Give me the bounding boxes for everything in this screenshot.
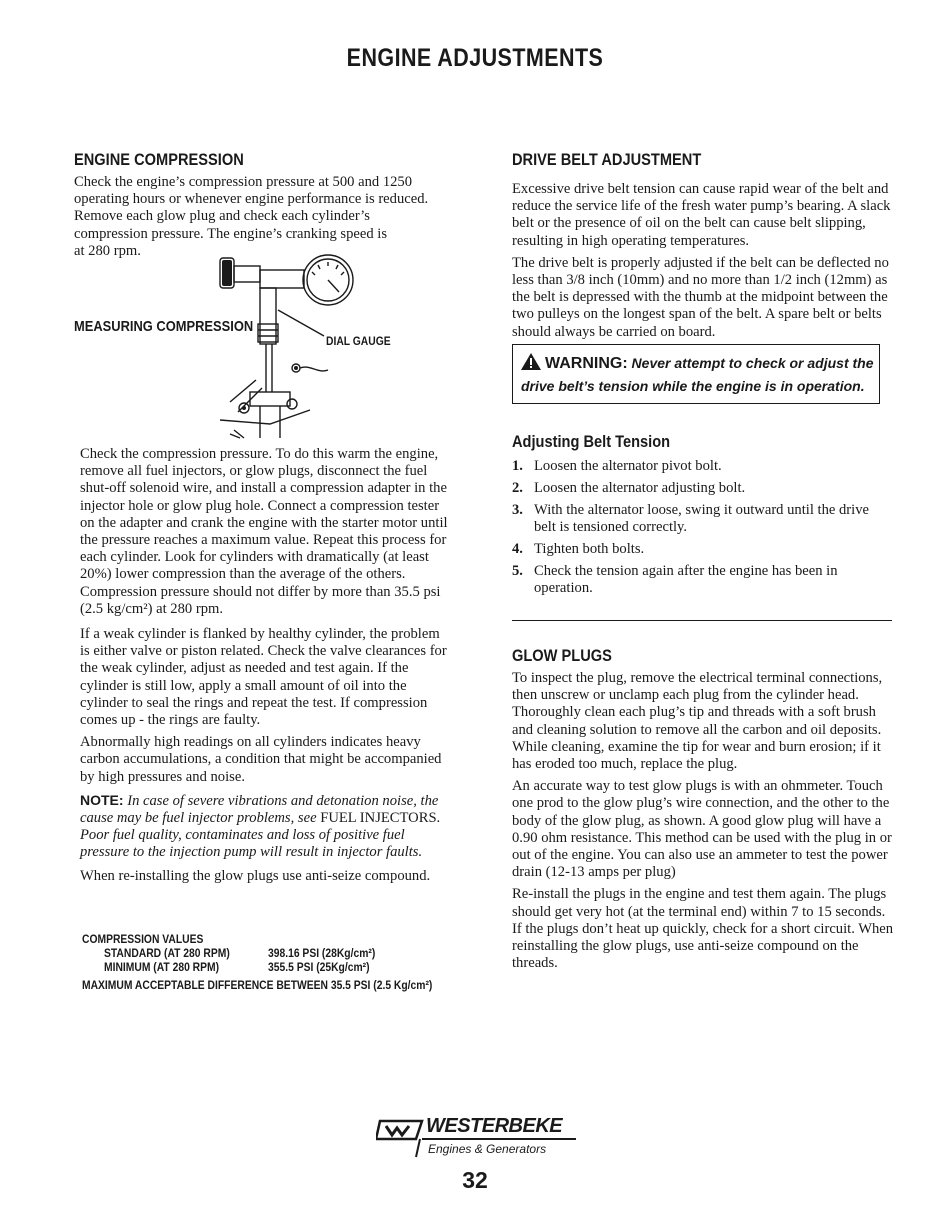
step-number: 1. <box>512 458 523 474</box>
measuring-compression-label: MEASURING COMPRESSION <box>74 318 254 335</box>
list-item <box>512 563 894 597</box>
list-item <box>512 458 894 475</box>
intro-line: Check the engine’s compression pressure at 500 and 1250 <box>74 174 413 190</box>
standard-value: 398.16 PSI (28Kg/cm²) <box>268 946 376 960</box>
warning-text: drive belt’s tension while the engine is in operation. <box>521 378 865 394</box>
list-item <box>512 541 894 558</box>
weak-cylinder-paragraph: If a weak cylinder is flanked by healthy cylinder, the problem is either valve or piston related. Check the valve clearances for the weak cylinder, adjust as needed and test again. If the cylinder is still low, apply a small amount of oil into the cylinder to seal the rings and repeat the test. If compression comes up - the rings are faulty. <box>80 626 447 729</box>
page-title: ENGINE ADJUSTMENTS <box>346 44 604 72</box>
step-number: 5. <box>512 563 523 579</box>
warning-text: Never attempt to check or adjust the <box>631 355 874 371</box>
compression-gauge-illustration <box>200 252 360 442</box>
drive-belt-paragraph: Excessive drive belt tension can cause rapid wear of the belt and reduce the service life of the fresh water pump’s bearing. A slack belt or the presence of oil on the belt can cause belt slipping, resulting in high operating temperatures. <box>512 181 891 249</box>
dial-gauge-label: DIAL GAUGE <box>326 334 391 348</box>
note-paragraph <box>80 792 452 862</box>
max-difference: MAXIMUM ACCEPTABLE DIFFERENCE BETWEEN 35.5 PSI (2.5 Kg/cm²) <box>82 978 433 992</box>
belt-tension-steps <box>512 458 894 602</box>
compression-text-block <box>80 446 452 885</box>
drive-belt-text <box>512 181 894 341</box>
note-label: NOTE: <box>80 791 124 808</box>
list-item <box>512 480 894 497</box>
engine-compression-intro <box>74 174 448 260</box>
compression-gauge-drawing <box>200 252 360 442</box>
drive-belt-paragraph: The drive belt is properly adjusted if the belt can be deflected no less than 3/8 inch (10mm) and no more than 1/2 inch (12mm) as the belt is depressed with the thumb at the midpoint between the two pulleys on the longest span of the belt. A spare belt or belts should always be carried on board. <box>512 254 889 340</box>
intro-line: Remove each glow plug and check each cylinder’s <box>74 208 370 225</box>
brand-tagline: Engines & Generators <box>428 1142 547 1156</box>
compression-values-heading: COMPRESSION VALUES <box>82 932 204 946</box>
minimum-label: MINIMUM (AT 280 RPM) <box>104 960 220 974</box>
note-text: Poor fuel quality, contaminates and loss of positive fuel pressure to the injection pump will result in injector faults. <box>80 827 423 861</box>
compression-paragraph: Check the compression pressure. To do this warm the engine, remove all fuel injectors, or glow plugs, disconnect the fuel shut-off solenoid wire, and install a compression adapter in the injector hole or glow plug hole. Connect a compression tester on the adapter and crank the engine with the starter motor until the pressure reaches a maximum value. Repeat this process for each cylinder. Look for cylinders with dramatically (at least 20%) lower compression than the average of the others. Compression pressure should not differ by more than 35.5 psi (2.5 kg/cm²) at 280 rpm. <box>80 446 448 617</box>
step-text: Loosen the alternator adjusting bolt. <box>534 480 746 496</box>
reinstall-paragraph: When re-installing the glow plugs use anti-seize compound. <box>80 867 431 884</box>
warning-heading: WARNING: <box>545 355 628 372</box>
page-number: 32 <box>462 1167 488 1193</box>
step-number: 4. <box>512 541 523 557</box>
step-text: Tighten both bolts. <box>534 541 645 557</box>
note-reference: FUEL INJECTORS. <box>320 810 441 827</box>
high-readings-paragraph: Abnormally high readings on all cylinders indicates heavy carbon accumulations, a condition that might be accompanied by high pressures and noise. <box>80 734 442 785</box>
step-text: Loosen the alternator pivot bolt. <box>534 458 722 474</box>
warning-triangle-icon <box>521 353 541 376</box>
westerbeke-logo <box>376 1117 586 1159</box>
adjusting-belt-tension-heading: Adjusting Belt Tension <box>512 432 671 451</box>
glow-plugs-paragraph: Re-install the plugs in the engine and test them again. The plugs should get very hot (at the terminal end) within 7 to 15 seconds. If the plugs don’t heat up quickly, check for a short circuit. When reinstalling the glow plugs, use anti-seize compound on the threads. <box>512 886 894 972</box>
glow-plugs-paragraph: An accurate way to test glow plugs is with an ohmmeter. Touch one prod to the glow plug’s wire connection, and the other to the body of the glow plug, as shown. A good glow plug will have a 0.90 ohm resistance. This method can be used with the plug in or out of the engine. You can also use an ammeter to test the power drain (12-13 amps per plug) <box>512 778 892 881</box>
engine-compression-heading: ENGINE COMPRESSION <box>74 150 244 169</box>
step-text: With the alternator loose, swing it outward until the drive belt is tensioned correctly. <box>534 502 869 535</box>
glow-plugs-paragraph: To inspect the plug, remove the electrical terminal connections, then unscrew or unclamp each plug from the cylinder head. Thoroughly clean each plug’s tip and threads with a soft brush and cleaning solution to remove all the carbon and oil deposits. While cleaning, examine the tip for wear and burn erosion; if it has eroded too much, replace the plug. <box>512 670 883 773</box>
minimum-value: 355.5 PSI (25Kg/cm²) <box>268 960 370 974</box>
step-number: 2. <box>512 480 523 496</box>
warning-box <box>512 344 880 404</box>
note-text: In case of severe vibrations and detonation noise, the cause may be fuel injector problems, see <box>80 792 439 827</box>
drive-belt-heading: DRIVE BELT ADJUSTMENT <box>512 150 702 169</box>
section-divider <box>512 620 892 621</box>
glow-plugs-text <box>512 670 894 972</box>
intro-line: at 280 rpm. <box>74 242 141 259</box>
glow-plugs-heading: GLOW PLUGS <box>512 646 612 665</box>
step-text: Check the tension again after the engine has been in operation. <box>534 563 838 596</box>
intro-line: operating hours or whenever engine performance is reduced. <box>74 191 429 208</box>
step-number: 3. <box>512 502 523 518</box>
brand-name: WESTERBEKE <box>426 1115 563 1137</box>
list-item <box>512 502 894 536</box>
intro-line: compression pressure. The engine’s cranking speed is <box>74 225 388 242</box>
standard-label: STANDARD (AT 280 RPM) <box>104 946 230 960</box>
